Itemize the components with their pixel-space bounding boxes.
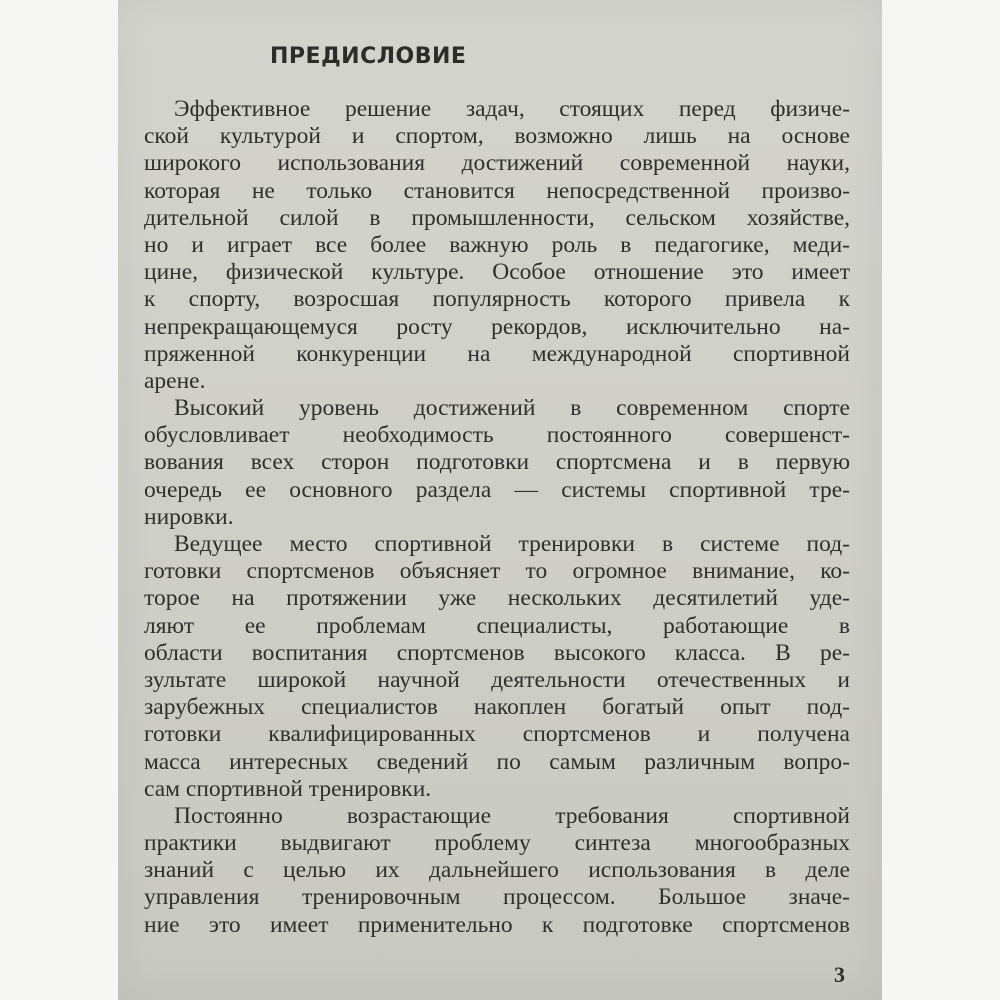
text-line: ние это имеет применительно к подготовке спортсменов: [144, 911, 850, 938]
text-line: области воспитания спортсменов высокого класса. В ре-: [144, 639, 850, 666]
text-line: зультате широкой научной деятельности отечественных и: [144, 666, 850, 693]
text-line: арене.: [144, 367, 206, 394]
text-line: Эффективное решение задач, стоящих перед физиче-: [174, 96, 850, 122]
text-line: непрекращающемуся росту рекордов, исключительно на-: [144, 313, 850, 340]
book-page: [118, 0, 882, 1000]
text-line: которая не только становится непосредственной произво-: [144, 177, 850, 204]
text-line: знаний с целью их дальнейшего использования в деле: [144, 857, 850, 884]
page-heading: ПРЕДИСЛОВИЕ: [270, 44, 467, 69]
text-line: цине, физической культуре. Особое отношение это имеет: [144, 259, 850, 286]
text-line: Постоянно возрастающие требования спортивной: [174, 802, 850, 829]
text-line: широкого использования достижений современной науки,: [144, 150, 850, 177]
text-line: Ведущее место спортивной тренировки в системе под-: [174, 531, 850, 557]
text-line: очередь ее основного раздела — системы спортивной тре-: [144, 476, 850, 503]
text-line: Высокий уровень достижений в современном спорте: [174, 395, 850, 422]
text-line: обусловливает необходимость постоянного совершенст-: [144, 422, 850, 449]
text-line: пряженной конкуренции на международной спортивной: [144, 340, 850, 367]
body-text: [144, 96, 850, 939]
text-line: нировки.: [144, 503, 234, 530]
text-line: сам спортивной тренировки.: [144, 775, 432, 802]
text-line: вования всех сторон подготовки спортсмена и в первую: [144, 449, 850, 476]
text-line: управления тренировочным процессом. Большое значе-: [144, 884, 850, 911]
text-line: практики выдвигают проблему синтеза многообразных: [144, 830, 850, 857]
text-line: готовки квалифицированных спортсменов и получена: [144, 721, 850, 748]
text-line: ляют ее проблемам специалисты, работающие в: [144, 612, 850, 639]
text-line: к спорту, возросшая популярность которого привела к: [144, 286, 850, 313]
text-line: торое на протяжении уже нескольких десятилетий уде-: [144, 585, 850, 612]
text-line: дительной силой в промышленности, сельском хозяйстве,: [144, 204, 850, 231]
text-line: но и играет все более важную роль в педагогике, меди-: [144, 231, 850, 258]
text-line: готовки спортсменов объясняет то огромное внимание, ко-: [144, 558, 850, 585]
page-number: 3: [834, 962, 845, 987]
text-line: ской культурой и спортом, возможно лишь на основе: [144, 123, 850, 150]
text-line: масса интересных сведений по самым различным вопро-: [144, 748, 850, 775]
text-line: зарубежных специалистов накоплен богатый опыт под-: [144, 694, 850, 721]
